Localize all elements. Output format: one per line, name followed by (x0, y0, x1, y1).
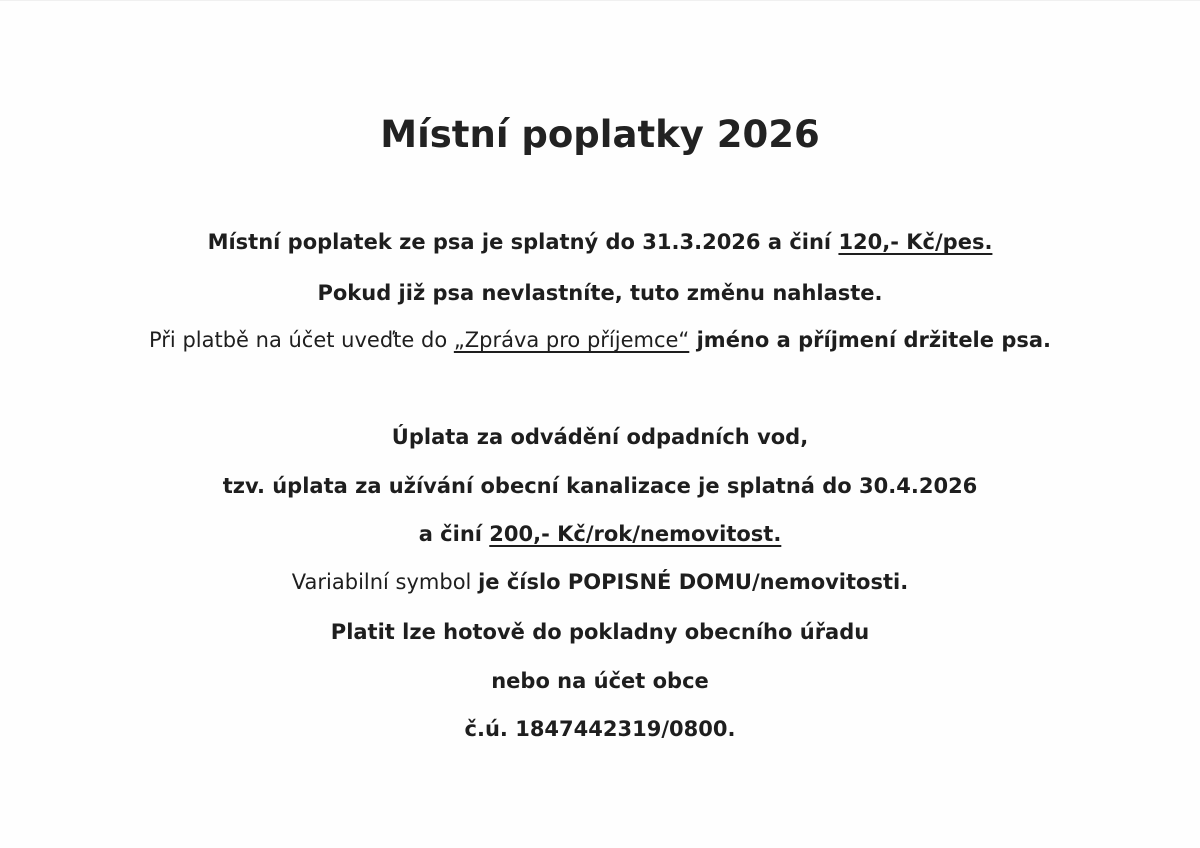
sewer-fee-amount-line (0, 522, 1200, 546)
bank-account-number: č.ú. 1847442319/0800. (464, 717, 736, 741)
variable-symbol-line (0, 570, 1200, 594)
dog-fee-line (0, 230, 1200, 254)
variable-symbol-prefix: Variabilní symbol (291, 570, 479, 594)
dog-fee-text: Místní poplatek ze psa je splatný do 31.3.2026 a činí (207, 230, 839, 254)
payment-message-field-name: „Zpráva pro příjemce“ (453, 328, 690, 352)
sewer-fee-amount-prefix: a činí (418, 522, 490, 546)
document-title: Místní poplatky 2026 (380, 113, 820, 156)
variable-symbol-suffix: je číslo POPISNÉ DOMU/nemovitosti. (478, 570, 909, 594)
dog-payment-note-suffix: jméno a příjmení držitele psa. (689, 328, 1051, 352)
dog-payment-note-prefix: Při platbě na účet uveďte do (149, 328, 454, 352)
dog-payment-note-line (0, 328, 1200, 352)
sewer-fee-heading: Úplata za odvádění odpadních vod, (391, 425, 809, 449)
dog-ownership-change-line: Pokud již psa nevlastníte, tuto změnu nahlaste. (317, 281, 883, 305)
bank-transfer-line: nebo na účet obce (491, 669, 709, 693)
cash-payment-line: Platit lze hotově do pokladny obecního úřadu (330, 620, 870, 644)
sewer-fee-amount: 200,- Kč/rok/nemovitost. (489, 522, 782, 546)
dog-fee-amount: 120,- Kč/pes. (838, 230, 993, 254)
sewer-fee-due-line: tzv. úplata za užívání obecní kanalizace je splatná do 30.4.2026 (222, 474, 978, 498)
